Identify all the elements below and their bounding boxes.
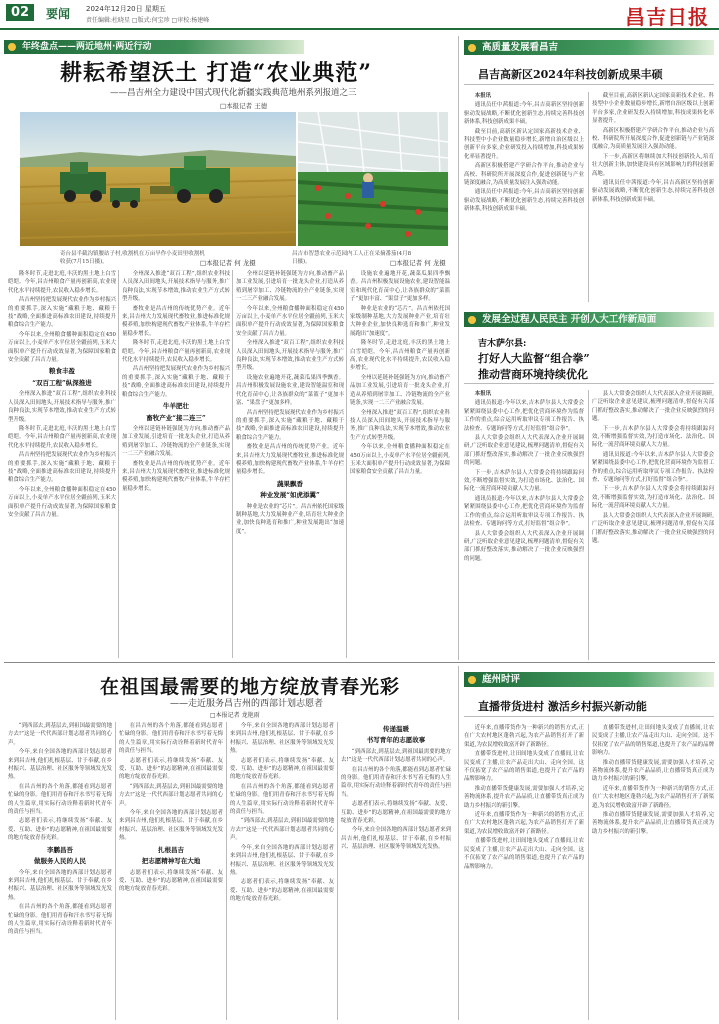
page-column-rule xyxy=(458,666,459,1020)
commentary-paragraph: 近年来,直播带货作为一种新兴的销售方式,正在广大农村地区蓬勃兴起,为农产品销售打开了新渠道,为农民增收致富开辟了新路径。 xyxy=(464,725,584,748)
tech-paragraph xyxy=(464,92,584,100)
feature-paragraph: 昌吉州坚持把发展现代农业作为乡村振兴的重要抓手,深入实施“藏粮于地、藏粮于技”战略,全面推进高标准农田建设,持续提升粮食综合生产能力。 xyxy=(236,409,344,441)
feature-byline: □本报记者 王德 xyxy=(220,102,268,110)
tech-paragraph: 通讯员任中茜报道:今年,昌吉高新区坚持创新驱动发展战略,不断优化创新生态,持续完善科技创新体系,科技创新成果丰硕。 xyxy=(464,189,584,213)
feature-column-4 xyxy=(350,270,450,658)
page-number: 02 xyxy=(6,4,34,21)
congress-byline: 本报讯 xyxy=(474,391,491,397)
tech-paragraph: 下一步,高新区将继续加大科技创新投入,培育壮大创新主体,加快建设具有区域影响力的科技创新高地。 xyxy=(592,153,714,177)
volunteer-column-2 xyxy=(119,722,223,1020)
volunteer-paragraph: 今年,来自全国各地的西部计划志愿者来到昌吉州,他们扎根基层、甘于奉献,在乡村振兴、基层治理、社区服务等领域发光发热。 xyxy=(8,869,112,901)
congress-paragraph: 通讯员报道:今年以来,吉木萨尔县人大常委会紧紧围绕县委中心工作,把优化营商环境作为监督工作的重点,综合运用听取审议专项工作报告、执法检查、专题询问等方式,打好监督“组合拳”。 xyxy=(592,451,714,484)
congress-title-line-3: 推动营商环境持续优化 xyxy=(478,368,588,381)
volunteer-column-4 xyxy=(341,722,451,1020)
issue-date: 2024年12月20日 星期五 xyxy=(86,5,166,13)
commentary-paragraph: 推动直播带货健康发展,需要加强人才培养,完善物流体系,提升农产品品质,让直播带货真正成为助力乡村振兴的新引擎。 xyxy=(464,785,584,809)
feature-paragraph: 全州以延链补链强链为方向,推动畜产品加工业发展,引进培育一批龙头企业,打造从养殖到屠宰加工、冷链物流的全产业链条,实现一二三产业融合发展。 xyxy=(122,425,230,458)
commentary-paragraph: 推动直播带货健康发展,需要加强人才培养,完善物流体系,提升农产品品质,让直播带货真正成为助力乡村振兴的新引擎。 xyxy=(592,812,714,835)
column-rule xyxy=(588,390,589,660)
title-rule xyxy=(464,716,714,717)
tech-paragraph: 通讯员任中茜报道:今年,昌吉高新区坚持创新驱动发展战略,不断优化创新生态,持续完善科技创新体系,科技创新成果丰硕。 xyxy=(464,102,584,126)
feature-paragraph: 畜牧业是昌吉州的传统优势产业。近年来,昌吉州大力发展现代畜牧业,推进标准化规模养殖,加快构建现代畜牧产业体系,牛羊存栏量稳步增长。 xyxy=(236,444,344,476)
volunteer-author: □本报记者 龙艳雨 xyxy=(210,712,260,719)
tech-byline: 本报讯 xyxy=(474,93,491,99)
feature-ribbon xyxy=(4,40,304,54)
tech-article-title: 昌吉高新区2024年科技创新成果丰硕 xyxy=(478,68,663,81)
congress-paragraph: 县人大常委会组织人大代表深入企业开展调研,广泛听取企业意见建议,梳理问题清单,督促有关部门抓好整改落实,推动解决了一批企业反映强烈的问题。 xyxy=(592,512,714,544)
commentary-paragraph: 近年来,直播带货作为一种新兴的销售方式,正在广大农村地区蓬勃兴起,为农产品销售打开了新渠道,为农民增收致富开辟了新路径。 xyxy=(592,785,714,809)
congress-title-line-2: 打好人大监督“组合拳” xyxy=(478,352,590,365)
congress-paragraph: 下一步,吉木萨尔县人大常委会将持续跟踪问效,不断增强监督实效,为打造市场化、法治化、国际化一流营商环境贡献人大力量。 xyxy=(464,469,584,493)
feature-paragraph: 昌吉州坚持把发展现代农业作为乡村振兴的重要抓手,深入实施“藏粮于地、藏粮于技”战略,全面推进高标准农田建设,持续提升粮食综合生产能力。 xyxy=(8,297,116,329)
feature-paragraph: 畜牧业是昌吉州的传统优势产业。近年来,昌吉州大力发展现代畜牧业,推进标准化规模养殖,加快构建现代畜牧产业体系,牛羊存栏量稳步增长。 xyxy=(122,460,230,492)
congress-column-1 xyxy=(464,390,584,660)
volunteer-paragraph: 志愿者们表示,将继续发扬“奉献、友爱、互助、进步”的志愿精神,在祖国最需要的地方绽放青春光彩。 xyxy=(119,869,223,893)
feature-paragraph: 设施农业遍地开花,蔬菜瓜果四季飘香。昌吉州积极发展设施农业,建设智能温室和现代化育苗中心,让各族群众的“菜篮子”更加丰富、“果盘子”更加多样。 xyxy=(236,374,344,407)
tech-column-2 xyxy=(592,92,714,302)
volunteer-paragraph: 今年,来自全国各地的西部计划志愿者来到昌吉州,他们扎根基层、甘于奉献,在乡村振兴、基层治理、社区服务等领域发光发热。 xyxy=(230,723,334,755)
section-tag-high-quality xyxy=(464,40,714,55)
feature-subhead-label: “双百工程”纵深推进 xyxy=(32,378,92,387)
tag-dot-icon xyxy=(468,676,476,684)
section-tag-commentary xyxy=(464,672,714,687)
volunteer-subhead: ——走近服务昌吉州的西部计划志愿者 xyxy=(170,699,324,709)
harvest-photo-image xyxy=(20,112,296,246)
volunteer-paragraph: 志愿者们表示,将继续发扬“奉献、友爱、互助、进步”的志愿精神,在祖国最需要的地方绽放青春光彩。 xyxy=(230,879,334,903)
harvest-photo xyxy=(20,112,296,246)
congress-paragraph: 通讯员报道:今年以来,吉木萨尔县人大常委会紧紧围绕县委中心工作,把优化营商环境作为监督工作的重点,综合运用听取审议专项工作报告、执法检查、专题询问等方式,打好监督“组合拳”。 xyxy=(464,400,584,432)
column-rule xyxy=(588,724,589,1020)
commentary-column-2 xyxy=(592,724,714,1020)
feature-paragraph: 种业是农业的“芯片”。昌吉州依托国家级制种基地,大力发展种业产业,培育壮大种业企业,加快良种选育和推广,种业发展跑出“加速度”。 xyxy=(350,305,450,337)
congress-paragraph: 通讯员报道:今年以来,吉木萨尔县人大常委会紧紧围绕县委中心工作,把优化营商环境作为监督工作的重点,综合运用听取审议专项工作报告、执法检查、专题询问等方式,打好监督“组合拳”。 xyxy=(464,495,584,528)
page-column-rule xyxy=(458,36,459,660)
volunteer-paragraph: 志愿者们表示,将继续发扬“奉献、友爱、互助、进步”的志愿精神,在祖国最需要的地方绽放青春光彩。 xyxy=(230,757,334,781)
volunteer-paragraph: 今年,来自全国各地的西部计划志愿者来到昌吉州,他们扎根基层、甘于奉献,在乡村振兴、基层治理、社区服务等领域发光发热。 xyxy=(341,827,451,851)
volunteer-paragraph: 志愿者们表示,将继续发扬“奉献、友爱、互助、进步”的志愿精神,在祖国最需要的地方绽放青春光彩。 xyxy=(8,818,112,842)
greenhouse-photo-caption: 昌吉市智慧农业示范园内工人正在采摘番茄(4月8日摄)。 xyxy=(292,251,412,265)
volunteer-paragraph: 在昌吉州的各个角落,都能看到志愿者忙碌的身影。他们用青春和汗水书写着无悔的人生篇章,用实际行动诠释着新时代青年的责任与担当。 xyxy=(230,783,334,816)
editors-line: 责任编辑:杜晓星 □版式:何宝珍 □审校:杨建峰 xyxy=(86,17,210,24)
column-rule xyxy=(226,722,227,1020)
feature-paragraph: 全州以延链补链强链为方向,推动畜产品加工业发展,引进培育一批龙头企业,打造从养殖到屠宰加工、冷链物流的全产业链条,实现一二三产业融合发展。 xyxy=(350,374,450,407)
congress-title-line-1: 吉木萨尔县: xyxy=(478,339,527,349)
feature-column-2 xyxy=(122,270,230,658)
tech-paragraph: 通讯员任中茜报道:今年,昌吉高新区坚持创新驱动发展战略,不断优化创新生态,持续完善科技创新体系,科技创新成果丰硕。 xyxy=(592,180,714,203)
volunteer-paragraph: “到西部去,到基层去,到祖国最需要的地方去!”这是一代代西部计划志愿者共同的心声。 xyxy=(230,818,334,842)
congress-paragraph: 下一步,吉木萨尔县人大常委会将持续跟踪问效,不断增强监督实效,为打造市场化、法治化、国际化一流营商环境贡献人大力量。 xyxy=(592,486,714,510)
volunteer-paragraph: 在昌吉州的各个角落,都能看到志愿者忙碌的身影。他们用青春和汗水书写着无悔的人生篇章,用实际行动诠释着新时代青年的责任与担当。 xyxy=(341,766,451,798)
feature-paragraph: 畜牧业是昌吉州的传统优势产业。近年来,昌吉州大力发展现代畜牧业,推进标准化规模养殖,加快构建现代畜牧产业体系,牛羊存栏量稳步增长。 xyxy=(122,305,230,337)
tech-paragraph: 截至目前,高新区新认定国家高新技术企业、科技型中小企业数量稳步增长,新增自治区级以上创新平台多家,企业研发投入持续增加,科技成果转化率显著提升。 xyxy=(592,93,714,125)
volunteer-paragraph: “到西部去,到基层去,到祖国最需要的地方去!”这是一代代西部计划志愿者共同的心声。 xyxy=(119,783,223,807)
feature-subhead-label: 蔬果飘香 xyxy=(277,479,303,488)
column-rule xyxy=(337,722,338,1020)
feature-subhead-label: 牛羊肥壮 xyxy=(163,402,189,411)
congress-paragraph: 县人大常委会组织人大代表深入企业开展调研,广泛听取企业意见建议,梳理问题清单,督促有关部门抓好整改落实,推动解决了一批企业反映强烈的问题。 xyxy=(592,391,714,423)
commentary-paragraph: 直播带货进村,让田间地头变成了直播间,让农民变成了主播,让农产品走出大山、走向全国。这不仅拓宽了农产品的销售渠道,也提升了农产品的品牌影响力。 xyxy=(592,725,714,757)
section-tag-label: 发展全过程人民民主 开创人大工作新局面 xyxy=(482,314,657,325)
volunteer-paragraph: 今年,来自全国各地的西部计划志愿者来到昌吉州,他们扎根基层、甘于奉献,在乡村振兴、基层治理、社区服务等领域发光发热。 xyxy=(230,844,334,876)
volunteer-column-3 xyxy=(230,722,334,1020)
volunteer-subhead-label: 把志愿精神写在大地 xyxy=(141,857,201,866)
commentary-paragraph: 直播带货进村,让田间地头变成了直播间,让农民变成了主播,让农产品走出大山、走向全国。这不仅拓宽了农产品的销售渠道,也提升了农产品的品牌影响力。 xyxy=(464,751,584,783)
column-rule xyxy=(118,270,119,658)
harvest-photo-byline: □本报记者 何 龙摄 xyxy=(200,259,256,267)
feature-paragraph: 全州深入推进“双百工程”,组织农业科技人员深入田间地头,开展技术指导与服务,推广良种良法,实现节本增效,推动农业生产方式转型升级。 xyxy=(350,409,450,441)
lower-section-rule xyxy=(4,662,715,663)
congress-paragraph xyxy=(464,390,584,398)
volunteer-paragraph: 今年,来自全国各地的西部计划志愿者来到昌吉州,他们扎根基层、甘于奉献,在乡村振兴、基层治理、社区服务等领域发光发热。 xyxy=(119,810,223,842)
feature-paragraph: 隆冬时节,走进北庭,丰沃的黑土地上白雪皑皑。今年,昌吉州粮食产量再创新高,农业现代化水平持续提升,农民收入稳步增长。 xyxy=(350,340,450,372)
feature-paragraph: 种业是农业的“芯片”。昌吉州依托国家级制种基地,大力发展种业产业,培育壮大种业企业,加快良种选育和推广,种业发展跑出“加速度”。 xyxy=(236,503,344,535)
column-rule xyxy=(588,92,589,302)
section-tag-peoples-congress xyxy=(464,312,714,327)
masthead xyxy=(0,0,719,30)
feature-paragraph: 隆冬时节,走进北庭,丰沃的黑土地上白雪皑皑。今年,昌吉州粮食产量再创新高,农业现代化水平持续提升,农民收入稳步增长。 xyxy=(122,340,230,364)
feature-paragraph: 全州深入推进“双百工程”,组织农业科技人员深入田间地头,开展技术指导与服务,推广良种良法,实现节本增效,推动农业生产方式转型升级。 xyxy=(122,271,230,303)
volunteer-subhead-label: 扎根昌吉 xyxy=(158,845,184,854)
volunteer-column-1 xyxy=(8,722,112,1020)
commentary-title: 直播带货进村 激活乡村振兴新动能 xyxy=(478,700,647,713)
harvest-photo-caption: 奇台县半截沟镇腰站子村,收割机在万亩旱作小麦田里收割机收获(7月15日摄)。 xyxy=(60,251,205,265)
volunteer-subhead-label: 传递温暖 xyxy=(383,725,409,733)
feature-subhead-label: 粮食丰盈 xyxy=(49,367,75,376)
column-rule xyxy=(346,270,347,658)
feature-headline: 耕耘希望沃土 打造“农业典范” xyxy=(60,60,372,86)
volunteer-paragraph: “到西部去,到基层去,到祖国最需要的地方去!”这是一代代西部计划志愿者共同的心声。 xyxy=(341,748,451,764)
tag-dot-icon xyxy=(468,44,476,52)
section-tag-label: 高质量发展看昌吉 xyxy=(482,42,559,53)
feature-paragraph: 设施农业遍地开花,蔬菜瓜果四季飘香。昌吉州积极发展设施农业,建设智能温室和现代化育苗中心,让各族群众的“菜篮子”更加丰富、“果盘子”更加多样。 xyxy=(350,271,450,303)
feature-subhead-label: 畜牧产业“接二连三” xyxy=(146,413,206,422)
title-rule xyxy=(464,84,714,85)
feature-column-3 xyxy=(236,270,344,658)
tech-paragraph: 高新区积极搭建产学研合作平台,推动企业与高校、科研院所开展深度合作,促进创新链与产业链深度融合,为高质量发展注入强劲动能。 xyxy=(464,163,584,187)
feature-paragraph: 昌吉州坚持把发展现代农业作为乡村振兴的重要抓手,深入实施“藏粮于地、藏粮于技”战略,全面推进高标准农田建设,持续提升粮食综合生产能力。 xyxy=(8,452,116,484)
title-rule xyxy=(464,383,714,384)
column-rule xyxy=(115,722,116,1020)
tag-dot-icon xyxy=(468,316,476,324)
feature-column-1 xyxy=(8,270,116,658)
congress-paragraph: 下一步,吉木萨尔县人大常委会将持续跟踪问效,不断增强监督实效,为打造市场化、法治化、国际化一流营商环境贡献人大力量。 xyxy=(592,425,714,449)
section-tag-label: 庭州时评 xyxy=(482,674,521,685)
commentary-paragraph: 近年来,直播带货作为一种新兴的销售方式,正在广大农村地区蓬勃兴起,为农产品销售打开了新渠道,为农民增收致富开辟了新路径。 xyxy=(464,812,584,835)
greenhouse-photo-image xyxy=(298,112,448,246)
feature-paragraph: 今年以来,全州粮食播种面积稳定在450万亩以上,小麦单产水平位居全疆前列,玉米大面积单产提升行动成效显著,为保障国家粮食安全贡献了昌吉力量。 xyxy=(8,331,116,364)
feature-subhead-label: 种业发展“如虎添翼” xyxy=(260,491,320,500)
volunteer-subhead-label: 做服务人民的人民 xyxy=(34,857,86,866)
volunteer-subhead-label: 书写青年的志愿故事 xyxy=(366,736,426,745)
feature-paragraph: 隆冬时节,走进北庭,丰沃的黑土地上白雪皑皑。今年,昌吉州粮食产量再创新高,农业现代化水平持续提升,农民收入稳步增长。 xyxy=(8,271,116,294)
volunteer-paragraph: 今年,来自全国各地的西部计划志愿者来到昌吉州,他们扎根基层、甘于奉献,在乡村振兴、基层治理、社区服务等领域发光发热。 xyxy=(8,749,112,781)
greenhouse-photo xyxy=(298,112,448,246)
volunteer-paragraph: 在昌吉州的各个角落,都能看到志愿者忙碌的身影。他们用青春和汗水书写着无悔的人生篇章,用实际行动诠释着新时代青年的责任与担当。 xyxy=(8,904,112,936)
feature-paragraph: 昌吉州坚持把发展现代农业作为乡村振兴的重要抓手,深入实施“藏粮于地、藏粮于技”战略,全面推进高标准农田建设,持续提升粮食综合生产能力。 xyxy=(122,366,230,398)
feature-paragraph: 全州深入推进“双百工程”,组织农业科技人员深入田间地头,开展技术指导与服务,推广良种良法,实现节本增效,推动农业生产方式转型升级。 xyxy=(236,340,344,372)
commentary-column-1 xyxy=(464,724,584,1020)
congress-paragraph: 县人大常委会组织人大代表深入企业开展调研,广泛听取企业意见建议,梳理问题清单,督促有关部门抓好整改落实,推动解决了一批企业反映强烈的问题。 xyxy=(464,530,584,562)
paper-logo: 昌吉日报 xyxy=(625,5,709,29)
feature-paragraph: 今年以来,全州粮食播种面积稳定在450万亩以上,小麦单产水平位居全疆前列,玉米大面积单产提升行动成效显著,为保障国家粮食安全贡献了昌吉力量。 xyxy=(8,486,116,518)
congress-paragraph: 县人大常委会组织人大代表深入企业开展调研,广泛听取企业意见建议,梳理问题清单,督促有关部门抓好整改落实,推动解决了一批企业反映强烈的问题。 xyxy=(464,435,584,467)
commentary-paragraph: 推动直播带货健康发展,需要加强人才培养,完善物流体系,提升农产品品质,让直播带货真正成为助力乡村振兴的新引擎。 xyxy=(592,759,714,783)
feature-ribbon-label: 年终盘点——两近地州·两近行动 xyxy=(22,42,152,52)
volunteer-paragraph: 在昌吉州的各个角落,都能看到志愿者忙碌的身影。他们用青春和汗水书写着无悔的人生篇章,用实际行动诠释着新时代青年的责任与担当。 xyxy=(119,723,223,755)
feature-paragraph: 隆冬时节,走进北庭,丰沃的黑土地上白雪皑皑。今年,昌吉州粮食产量再创新高,农业现代化水平持续提升,农民收入稳步增长。 xyxy=(8,425,116,449)
greenhouse-photo-byline: □本报记者 何 龙摄 xyxy=(390,259,446,267)
volunteer-subhead-label: 李鹏昌吾 xyxy=(47,845,73,854)
tech-column-1 xyxy=(464,92,584,302)
column-rule xyxy=(232,270,233,658)
tech-paragraph: 截至目前,高新区新认定国家高新技术企业、科技型中小企业数量稳步增长,新增自治区级以上创新平台多家,企业研发投入持续增加,科技成果转化率显著提升。 xyxy=(464,128,584,160)
volunteer-paragraph: 志愿者们表示,将继续发扬“奉献、友爱、互助、进步”的志愿精神,在祖国最需要的地方绽放青春光彩。 xyxy=(119,757,223,781)
feature-subhead: ——昌吉州全力建设中国式现代化新疆实践典范地州系列报道之三 xyxy=(110,88,357,98)
volunteer-paragraph: 志愿者们表示,将继续发扬“奉献、友爱、互助、进步”的志愿精神,在祖国最需要的地方绽放青春光彩。 xyxy=(341,801,451,825)
feature-paragraph: 今年以来,全州粮食播种面积稳定在450万亩以上,小麦单产水平位居全疆前列,玉米大面积单产提升行动成效显著,为保障国家粮食安全贡献了昌吉力量。 xyxy=(350,444,450,476)
tech-paragraph: 高新区积极搭建产学研合作平台,推动企业与高校、科研院所开展深度合作,促进创新链与产业链深度融合,为高质量发展注入强劲动能。 xyxy=(592,127,714,151)
volunteer-paragraph: “到西部去,到基层去,到祖国最需要的地方去!”这是一代代西部计划志愿者共同的心声。 xyxy=(8,723,112,746)
commentary-paragraph: 直播带货进村,让田间地头变成了直播间,让农民变成了主播,让农产品走出大山、走向全国。这不仅拓宽了农产品的销售渠道,也提升了农产品的品牌影响力。 xyxy=(464,838,584,870)
congress-column-2 xyxy=(592,390,714,660)
volunteer-paragraph: 在昌吉州的各个角落,都能看到志愿者忙碌的身影。他们用青春和汗水书写着无悔的人生篇章,用实际行动诠释着新时代青年的责任与担当。 xyxy=(8,783,112,816)
ribbon-dot-icon xyxy=(8,43,16,51)
feature-paragraph: 全州以延链补链强链为方向,推动畜产品加工业发展,引进培育一批龙头企业,打造从养殖到屠宰加工、冷链物流的全产业链条,实现一二三产业融合发展。 xyxy=(236,271,344,303)
volunteer-headline: 在祖国最需要的地方绽放青春光彩 xyxy=(100,676,401,698)
feature-paragraph: 全州深入推进“双百工程”,组织农业科技人员深入田间地头,开展技术指导与服务,推广良种良法,实现节本增效,推动农业生产方式转型升级。 xyxy=(8,391,116,423)
section-name: 要闻 xyxy=(46,7,71,21)
feature-paragraph: 今年以来,全州粮食播种面积稳定在450万亩以上,小麦单产水平位居全疆前列,玉米大面积单产提升行动成效显著,为保障国家粮食安全贡献了昌吉力量。 xyxy=(236,305,344,337)
